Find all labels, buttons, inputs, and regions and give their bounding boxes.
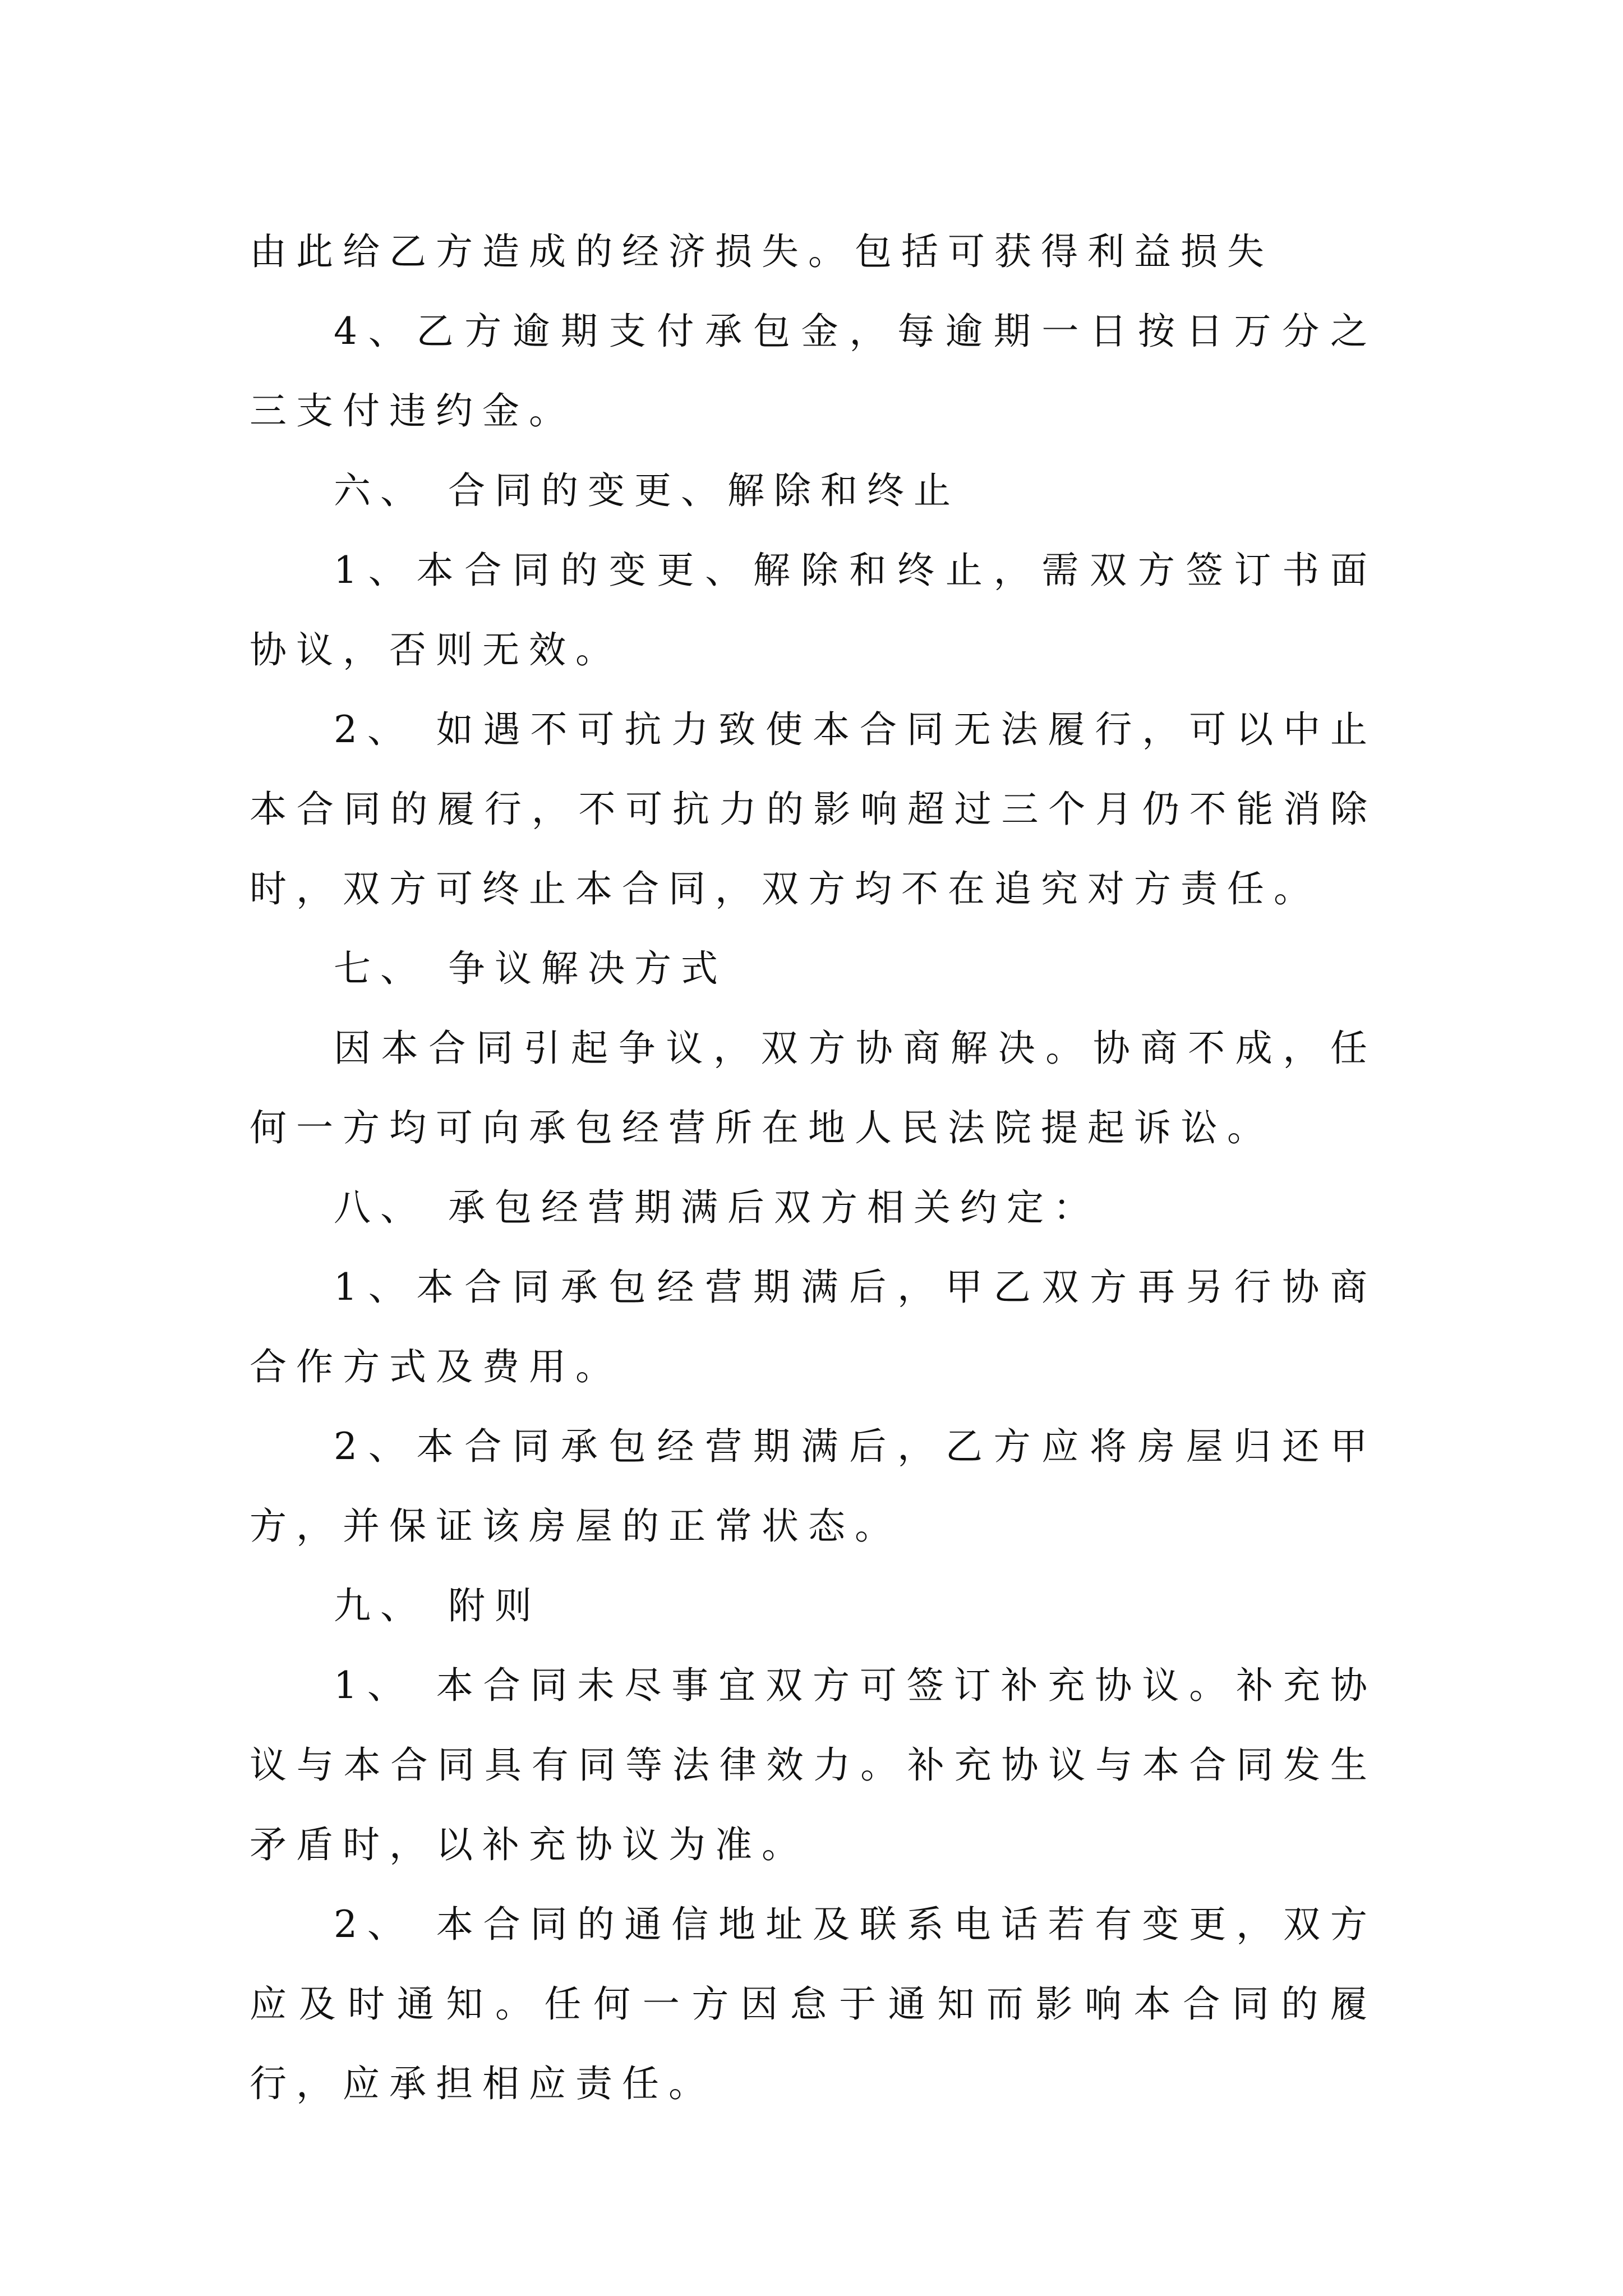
paragraph-clause-9-2: 2、 本合同的通信地址及联系电话若有变更，双方应及时通知。任何一方因怠于通知而影响本合同的履行，应承担相应责任。 xyxy=(250,1903,1377,2105)
paragraph-clause-5-4: 4、乙方逾期支付承包金，每逾期一日按日万分之三支付违约金。 xyxy=(250,310,1377,432)
paragraph-clause-9-1: 1、 本合同未尽事宜双方可签订补充协议。补充协议与本合同具有同等法律效力。补充协议与本合同发生矛盾时，以补充协议为准。 xyxy=(250,1664,1377,1866)
section-heading-9: 九、 附则 xyxy=(334,1584,541,1627)
document-body xyxy=(250,212,1377,2124)
paragraph-clause-6-1: 1、本合同的变更、解除和终止，需双方签订书面协议，否则无效。 xyxy=(250,549,1377,671)
paragraph-continuation: 由此给乙方造成的经济损失。包括可获得利益损失 xyxy=(250,230,1274,273)
paragraph-clause-8-1: 1、本合同承包经营期满后，甲乙双方再另行协商合作方式及费用。 xyxy=(250,1266,1377,1388)
section-heading-7: 七、 争议解决方式 xyxy=(334,947,727,990)
paragraph-clause-8-2: 2、本合同承包经营期满后，乙方应将房屋归还甲方，并保证该房屋的正常状态。 xyxy=(250,1425,1377,1548)
section-heading-8: 八、 承包经营期满后双方相关约定： xyxy=(334,1186,1100,1229)
paragraph-clause-7: 因本合同引起争议，双方协商解决。协商不成，任何一方均可向承包经营所在地人民法院提起诉讼。 xyxy=(250,1027,1377,1149)
paragraph-clause-6-2: 2、 如遇不可抗力致使本合同无法履行，可以中止本合同的履行，不可抗力的影响超过三个月仍不能消除时，双方可终止本合同，双方均不在追究对方责任。 xyxy=(250,708,1377,910)
section-heading-6: 六、 合同的变更、解除和终止 xyxy=(334,469,960,512)
